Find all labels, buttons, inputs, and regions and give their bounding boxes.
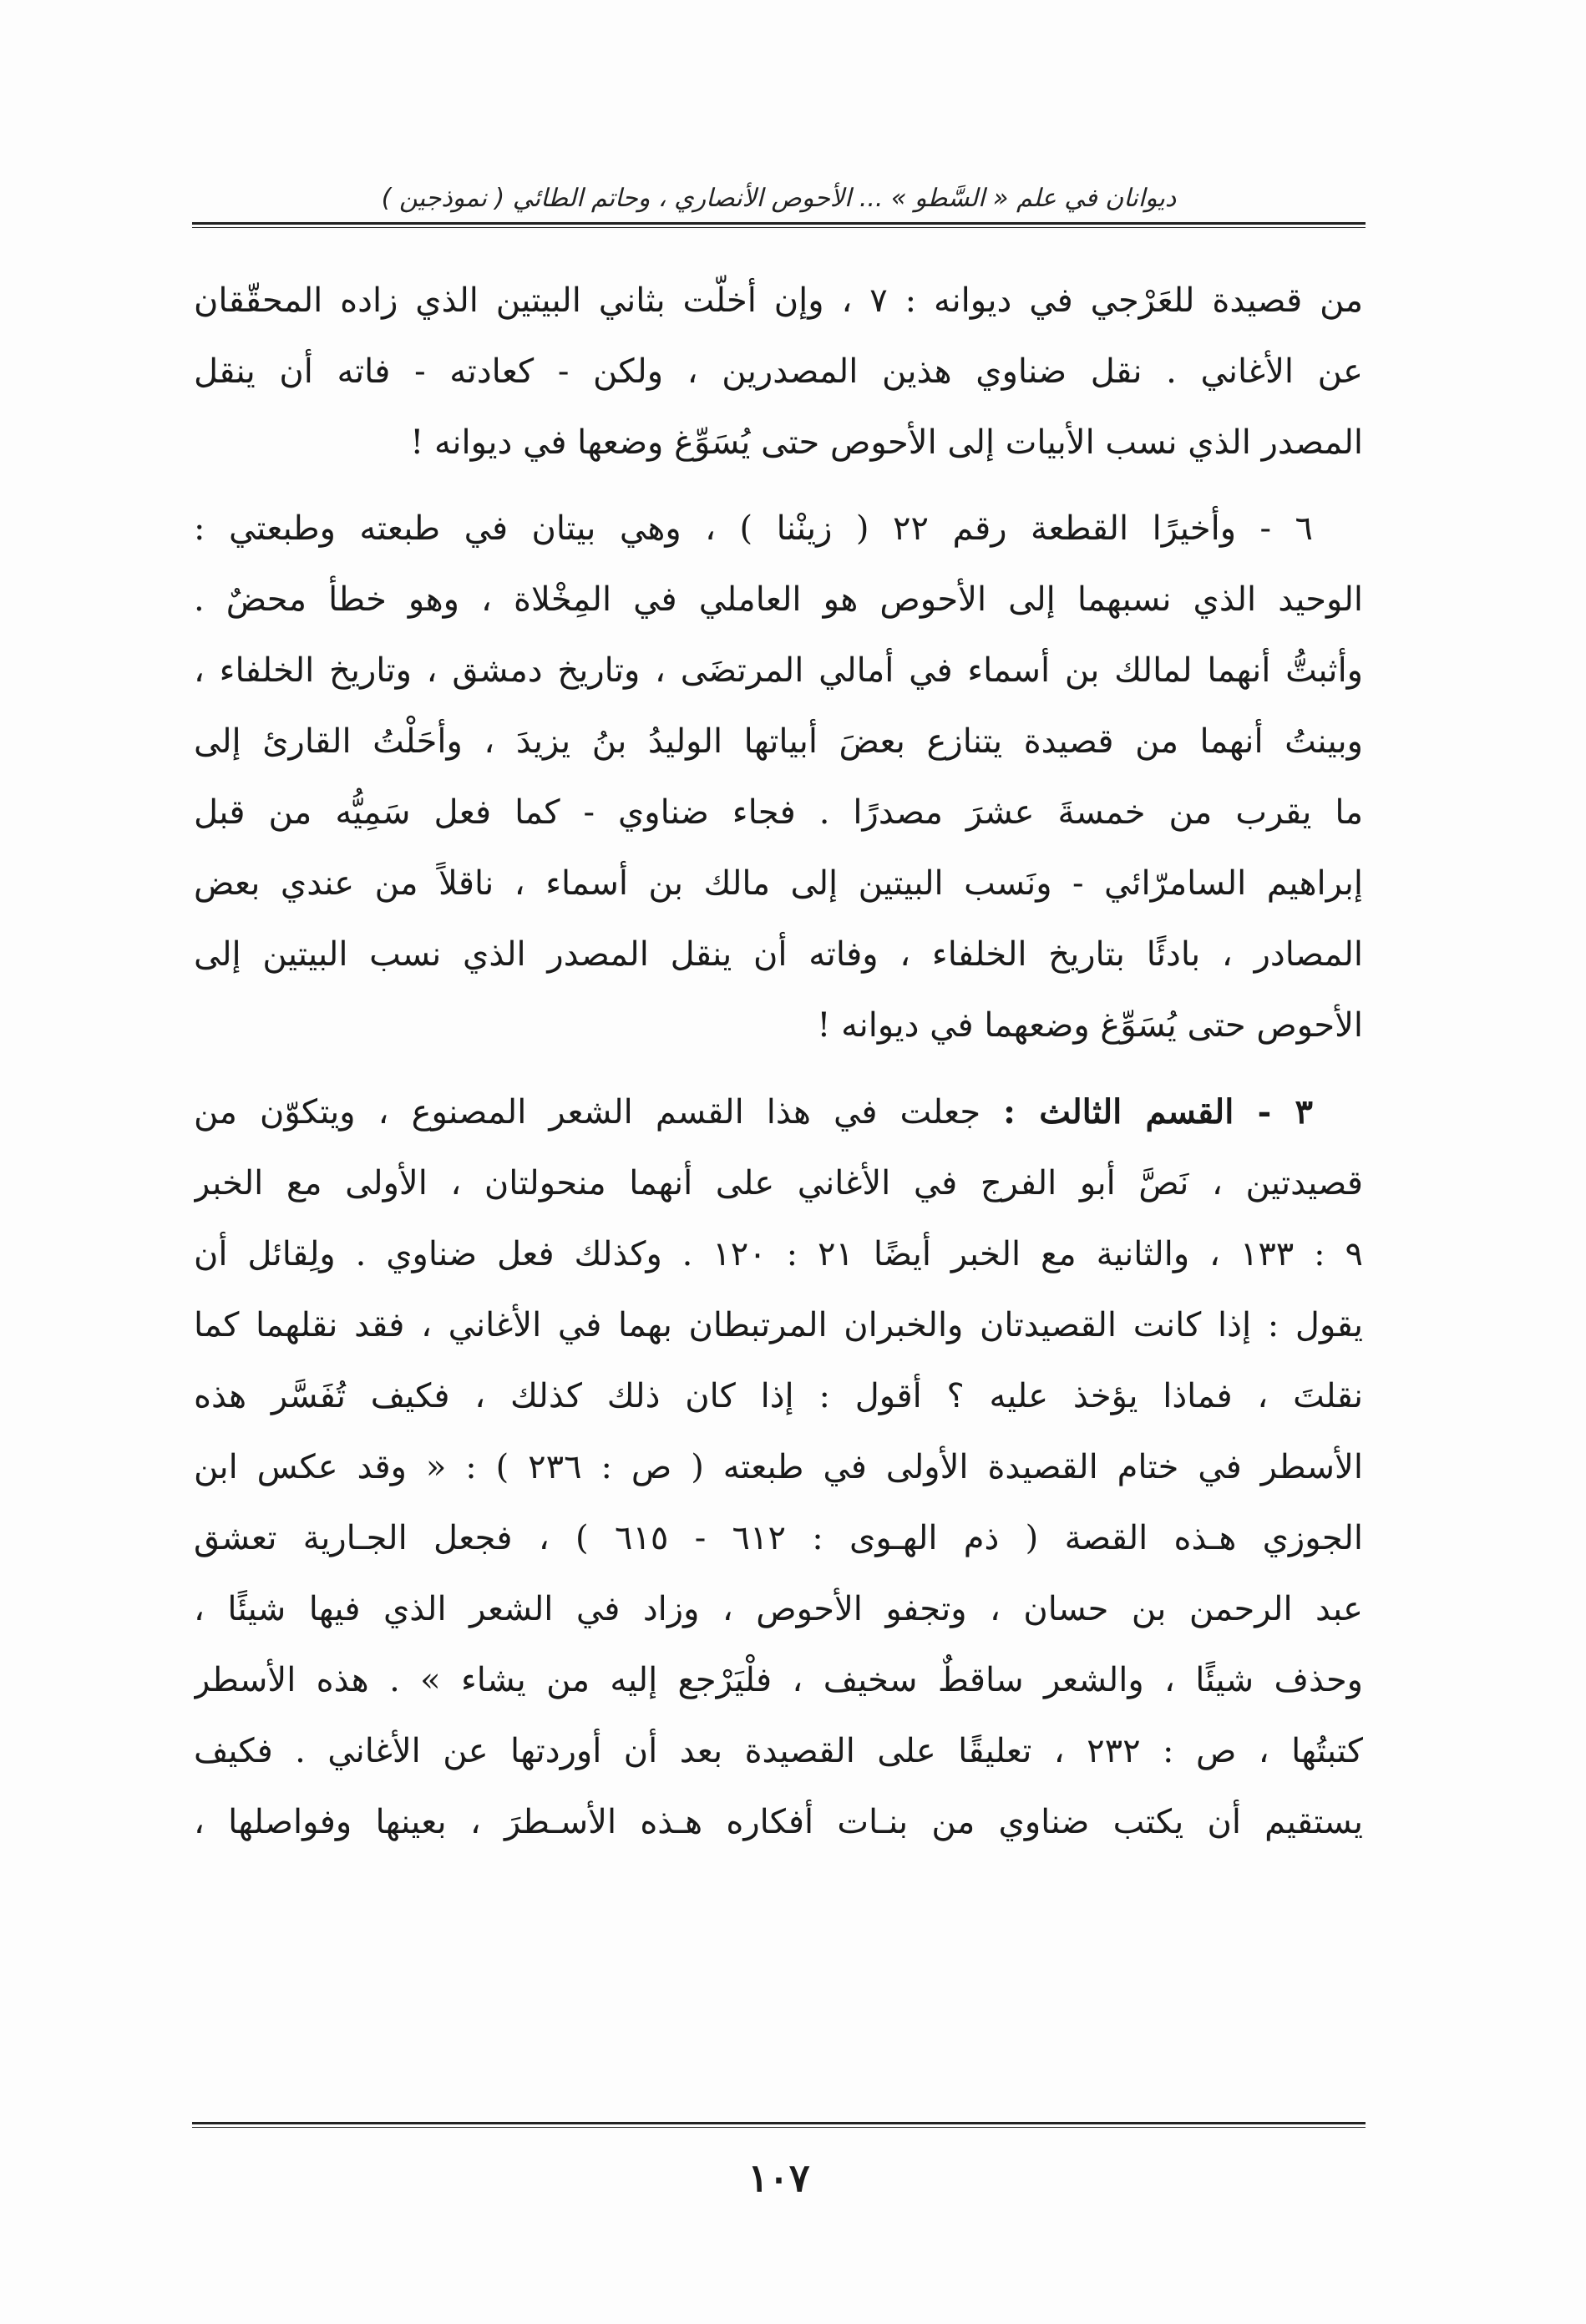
heading-line-rest: جعلت في هذا القسم الشعر المصنوع ، ويتكوّن من [194,1093,1004,1132]
page-number: ١٠٧ [747,2155,810,2200]
text-line: ما يقرب من خمسةَ عشرَ مصدرًا . فجاء ضناوي - كما فعل سَمِيُّه من قبل [194,793,1363,832]
text-line: من قصيدة للعَرْجي في ديوانه : ٧ ، وإن أخلّت بثاني البيتين الذي زاده المحقّقان [194,281,1363,320]
section-heading: ٣ - القسم الثالث : [1003,1092,1314,1132]
paragraph-2 [194,494,1363,1061]
text-line: يستقيم أن يكتب ضناوي من بنـات أفكاره هـذه الأسـطرَ ، بعينها وفواصلها ، [194,1803,1363,1841]
footer-rule [192,2122,1366,2124]
text-line: الأحوص حتى يُسَوِّغ وضعهما في ديوانه ! [817,1006,1363,1045]
footer-rule-thin [192,2127,1366,2128]
text-line: وأثبتُّ أنهما لمالك بن أسماء في أمالي المرتضَى ، وتاريخ دمشق ، وتاريخ الخلفاء ، [194,651,1363,690]
text-line: كتبتُها ، ص : ٢٣٢ ، تعليقًا على القصيدة بعد أن أوردتها عن الأغاني . فكيف [194,1732,1363,1770]
text-line: وبينتُ أنهما من قصيدة يتنازع بعضَ أبياتها الوليدُ بنُ يزيدَ ، وأحَلْتُ القارئ إلى [194,722,1363,761]
text-line: المصدر الذي نسب الأبيات إلى الأحوص حتى يُسَوِّغ وضعها في ديوانه ! [410,423,1363,462]
text-line: المصادر ، بادئًا بتاريخ الخلفاء ، وفاته أن ينقل المصدر الذي نسب البيتين إلى [194,935,1363,974]
text-line: وحذف شيئًا ، والشعر ساقطٌ سخيف ، فلْيَرْجع إليه من يشاء » . هذه الأسطر [194,1661,1363,1699]
text-line: نقلتَ ، فماذا يؤخذ عليه ؟ أقول : إذا كان ذلك كذلك ، فكيف تُفَسَّر هذه [194,1377,1363,1415]
text-line: عبد الرحمن بن حسان ، وتجفو الأحوص ، وزاد في الشعر الذي فيها شيئًا ، [194,1590,1363,1628]
paragraph-3 [194,1076,1363,1858]
running-header: ديوانان في علم « السَّطو » ... الأحوص الأنصاري ، وحاتم الطائي ( نموذجين ) [381,184,1177,213]
text-line: ٩ : ١٣٣ ، والثانية مع الخبر أيضًا ٢١ : ١٢٠ . وكذلك فعل ضناوي . ولِقائل أن [194,1235,1363,1273]
text-line: الجوزي هـذه القصة ( ذم الهـوى : ٦١٢ - ٦١٥ ) ، فجعل الجـارية تعشق [194,1519,1363,1557]
text-line: قصيدتين ، نَصَّ أبو الفرج في الأغاني على أنهما منحولتان ، الأولى مع الخبر [194,1164,1363,1203]
text-line: عن الأغاني . نقل ضناوي هذين المصدرين ، ولكن - كعادته - فاته أن ينقل [194,352,1363,391]
text-line: الوحيد الذي نسبهما إلى الأحوص هو العاملي في المِخْلاة ، وهو خطأ محضٌ . [194,580,1363,619]
paragraph-1 [194,266,1363,478]
text-line [194,1076,1363,1148]
text-body [194,266,1363,1858]
text-line: يقول : إذا كانت القصيدتان والخبران المرتبطان بهما في الأغاني ، فقد نقلهما كما [194,1306,1363,1344]
text-line: ٦ - وأخيرًا القطعة رقم ٢٢ ( زينْنا ) ، وهي بيتان في طبعته وطبعتي : [194,509,1313,548]
text-line: إبراهيم السامرّائي - ونَسب البيتين إلى مالك بن أسماء ، ناقلاً من عندي بعض [194,864,1363,903]
header-rule [192,222,1366,225]
header-rule-thin [192,227,1366,228]
text-line: الأسطر في ختام القصيدة الأولى في طبعته ( ص : ٢٣٦ ) : « وقد عكس ابن [194,1448,1363,1486]
